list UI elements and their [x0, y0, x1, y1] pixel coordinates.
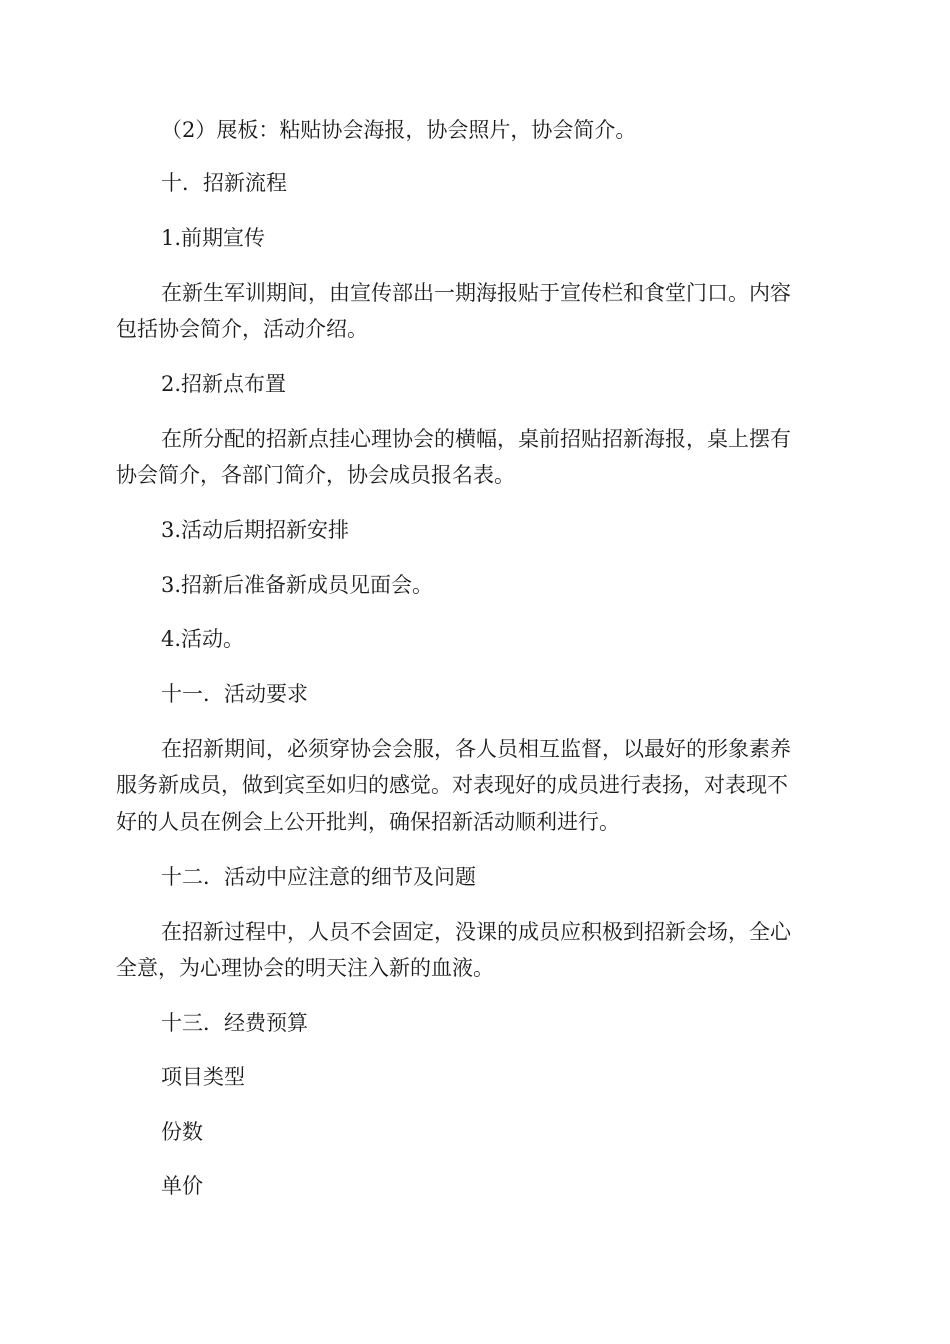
subheading-early-publicity: 1.前期宣传	[161, 226, 266, 250]
item-member-meeting: 3.招新后准备新成员见面会。	[161, 573, 434, 597]
budget-unit-price: 单价	[161, 1174, 203, 1198]
section-heading-details: 十二．活动中应注意的细节及问题	[161, 865, 476, 889]
paragraph-publicity-line-2: 包括协会简介，活动介绍。	[116, 317, 368, 341]
item-activity: 4.活动。	[161, 627, 245, 651]
paragraph-requirements-line-1: 在招新期间，必须穿协会会服，各人员相互监督，以最好的形象素养	[161, 737, 791, 761]
budget-item-type: 项目类型	[161, 1065, 245, 1089]
paragraph-requirements-line-2: 服务新成员，做到宾至如归的感觉。对表现好的成员进行表扬，对表现不	[116, 773, 788, 797]
display-board-item: （2）展板：粘贴协会海报，协会照片，协会简介。	[161, 118, 637, 142]
subheading-booth-setup: 2.招新点布置	[161, 372, 287, 396]
paragraph-booth-line-2: 协会简介，各部门简介，协会成员报名表。	[116, 463, 515, 487]
section-heading-recruitment-process: 十．招新流程	[161, 171, 287, 195]
paragraph-details-line-2: 全意，为心理协会的明天注入新的血液。	[116, 956, 494, 980]
paragraph-booth-line-1: 在所分配的招新点挂心理协会的横幅，桌前招贴招新海报，桌上摆有	[161, 427, 791, 451]
section-heading-requirements: 十一．活动要求	[161, 682, 308, 706]
paragraph-details-line-1: 在招新过程中，人员不会固定，没课的成员应积极到招新会场，全心	[161, 920, 791, 944]
subheading-later-arrangement: 3.活动后期招新安排	[161, 518, 350, 542]
section-heading-budget: 十三．经费预算	[161, 1011, 308, 1035]
paragraph-publicity-line-1: 在新生军训期间，由宣传部出一期海报贴于宣传栏和食堂门口。内容	[161, 281, 791, 305]
paragraph-requirements-line-3: 好的人员在例会上公开批判，确保招新活动顺利进行。	[116, 810, 620, 834]
budget-quantity: 份数	[161, 1120, 203, 1144]
